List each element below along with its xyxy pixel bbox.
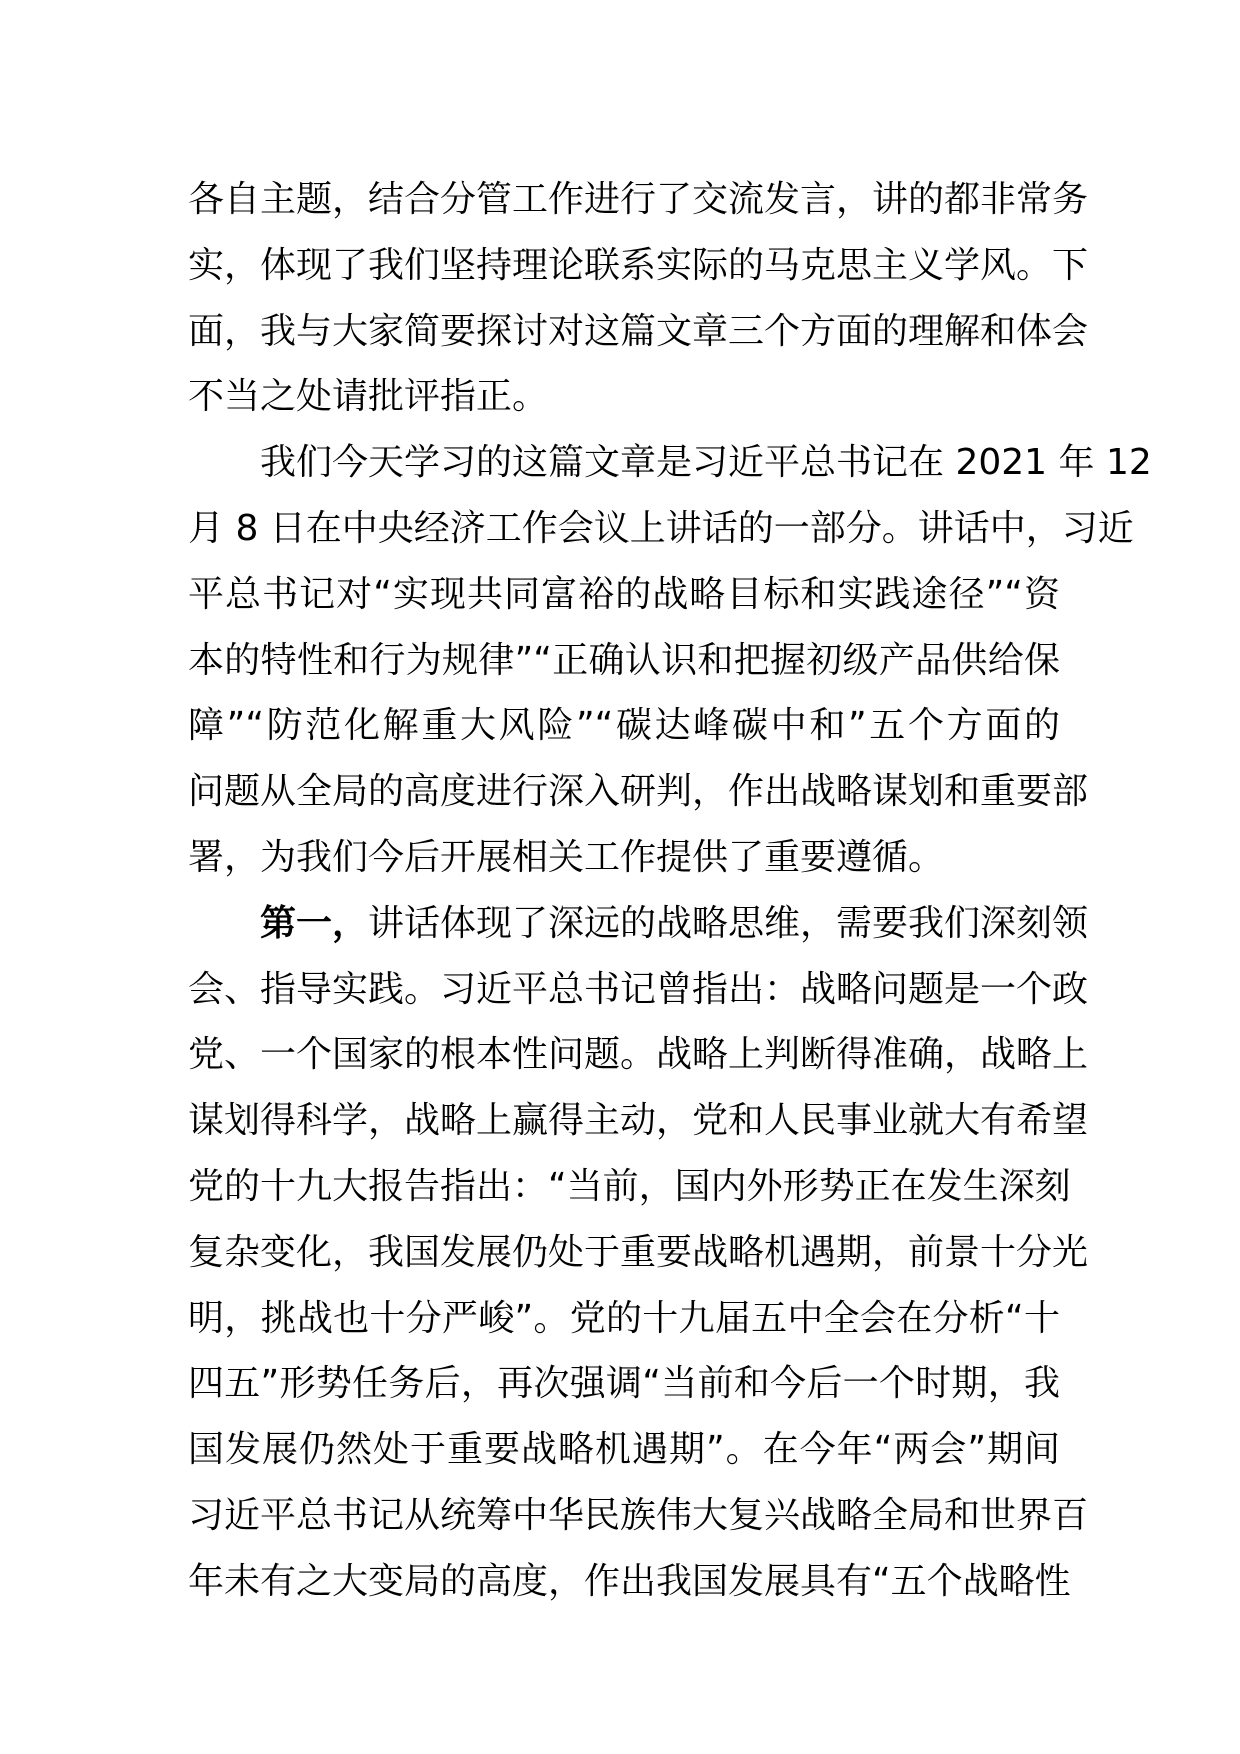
paragraph-3: [188, 891, 1089, 1615]
text-line: 本的特性和行为规律”“正确认识和把握初级产品供给保: [188, 639, 1060, 681]
text-line: 年未有之大变局的高度，作出我国发展具有“五个战略性: [188, 1560, 1071, 1602]
text-line: 复杂变化，我国发展仍处于重要战略机遇期，前景十分光: [188, 1231, 1089, 1273]
text-line: 国发展仍然处于重要战略机遇期”。在今年“两会”期间: [188, 1429, 1060, 1471]
text-line: 我们今天学习的这篇文章是习近平总书记在 2021 年 12: [260, 442, 1152, 484]
text-line: 不当之处请批评指正。: [188, 376, 549, 418]
text-line: 谋划得科学，战略上赢得主动，党和人民事业就大有希望: [188, 1100, 1089, 1142]
text-line: 面，我与大家简要探讨对这篇文章三个方面的理解和体会: [188, 310, 1089, 352]
text-line: [188, 891, 1089, 957]
document-body: [188, 167, 1152, 1615]
text-line: 会、指导实践。习近平总书记曾指出：战略问题是一个政: [188, 968, 1089, 1010]
text-line: 实，体现了我们坚持理论联系实际的马克思主义学风。下: [188, 244, 1089, 286]
text-line: 党、一个国家的根本性问题。战略上判断得准确，战略上: [188, 1034, 1089, 1076]
text-line: 问题从全局的高度进行深入研判，作出战略谋划和重要部: [188, 771, 1089, 813]
paragraph-2: [188, 430, 1152, 891]
text-line-rest: 讲话体现了深远的战略思维，需要我们深刻领: [368, 902, 1089, 944]
text-line: 党的十九大报告指出：“当前，国内外形势正在发生深刻: [188, 1165, 1071, 1207]
text-line: 四五”形势任务后，再次强调“当前和今后一个时期，我: [188, 1363, 1060, 1405]
text-line: 署，为我们今后开展相关工作提供了重要遵循。: [188, 836, 945, 878]
paragraph-1: [188, 167, 1089, 430]
text-line: 月 8 日在中央经济工作会议上讲话的一部分。讲话中，习近: [188, 507, 1134, 549]
text-line: 明，挑战也十分严峻”。党的十九届五中全会在分析“十: [188, 1297, 1060, 1339]
text-line: 各自主题，结合分管工作进行了交流发言，讲的都非常务: [188, 179, 1089, 220]
text-line: 平总书记对“实现共同富裕的战略目标和实践途径”“资: [188, 573, 1060, 615]
text-line: 障”“防范化解重大风险”“碳达峰碳中和”五个方面的: [188, 705, 1060, 747]
text-line: 习近平总书记从统筹中华民族伟大复兴战略全局和世界百: [188, 1494, 1089, 1536]
paragraph-lead-heading: 第一，: [260, 902, 369, 944]
